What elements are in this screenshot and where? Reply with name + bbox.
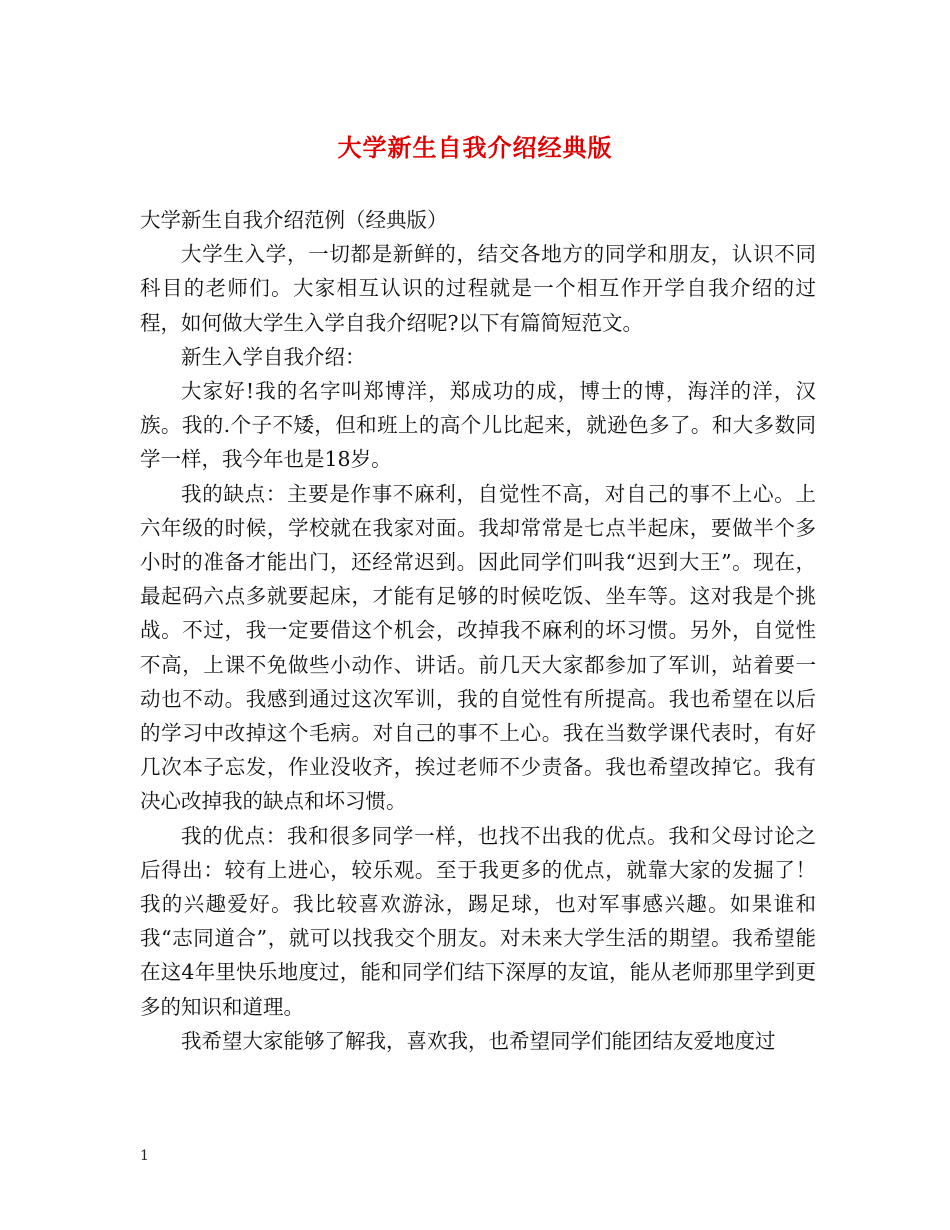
paragraph-intro: 大学生入学，一切都是新鲜的，结交各地方的同学和朋友，认识不同科目的老师们。大家相互认识的过程就是一个相互作开学自我介绍的过程，如何做大学生入学自我介绍呢?以下有篇简短范文。 <box>140 242 816 335</box>
paragraph-subtitle: 大学新生自我介绍范例（经典版） <box>140 208 448 232</box>
paragraph-closing: 我希望大家能够了解我，喜欢我，也希望同学们能团结友爱地度过 <box>181 1028 776 1053</box>
paragraph-greeting: 大家好!我的名字叫郑博洋，郑成功的成，博士的博，海洋的洋，汉族。我的.个子不矮，但和班上的高个儿比起来，就逊色多了。和大多数同学一样，我今年也是18岁。 <box>140 379 816 472</box>
paragraph-strengths: 我的优点：我和很多同学一样，也找不出我的优点。我和父母讨论之后得出：较有上进心，较乐观。至于我更多的优点，就靠大家的发掘了！我的兴趣爱好。我比较喜欢游泳，踢足球，也对军事感兴趣。如果谁和我“志同道合”，就可以找我交个朋友。对未来大学生活的期望。我希望能在这4年里快乐地度过，能和同学们结下深厚的友谊，能从老师那里学到更多的知识和道理。 <box>140 823 816 1019</box>
paragraph-heading: 新生入学自我介绍： <box>181 344 366 369</box>
document-title: 大学新生自我介绍经典版 <box>337 133 613 162</box>
paragraph-weaknesses: 我的缺点：主要是作事不麻利，自觉性不高，对自己的事不上心。上六年级的时候，学校就在我家对面。我却常常是七点半起床，要做半个多小时的准备才能出门，还经常迟到。因此同学们叫我“迟到大王”。现在，最起码六点多就要起床，才能有足够的时候吃饭、坐车等。这对我是个挑战。不过，我一定要借这个机会，改掉我不麻利的坏习惯。另外，自觉性不高，上课不免做些小动作、讲话。前几天大家都参加了军训，站着要一动也不动。我感到通过这次军训，我的自觉性有所提高。我也希望在以后的学习中改掉这个毛病。对自己的事不上心。我在当数学课代表时，有好几次本子忘发，作业没收齐，挨过老师不少责备。我也希望改掉它。我有决心改掉我的缺点和坏习惯。 <box>140 481 816 814</box>
document-body <box>140 203 816 1058</box>
page-number: 1 <box>140 1148 149 1164</box>
